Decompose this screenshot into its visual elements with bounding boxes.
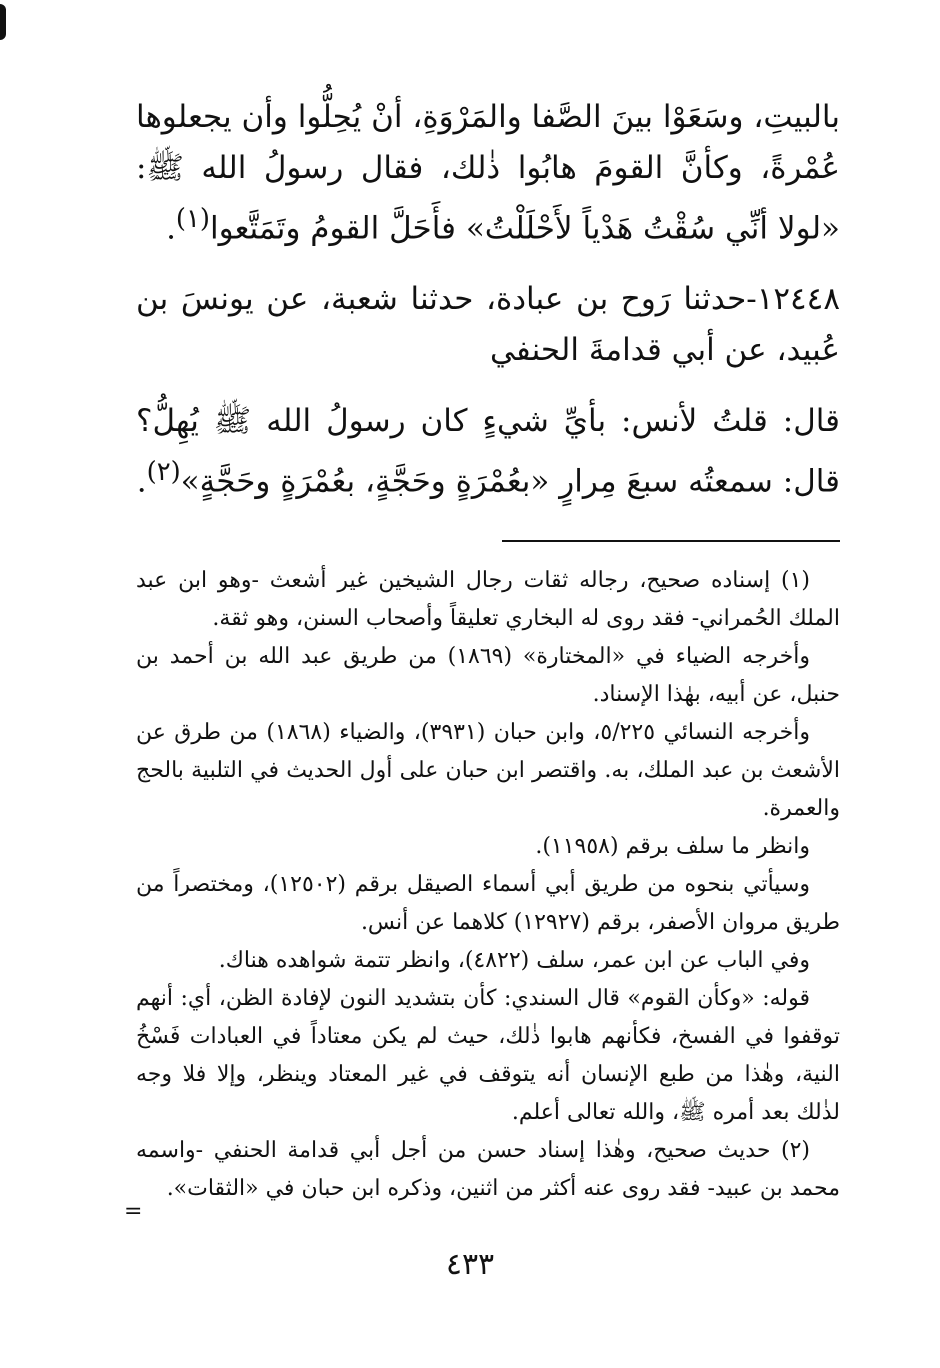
footnote-1-paragraph: وأخرجه النسائي ٥/٢٢٥، وابن حبان (٣٩٣١)، والضياء (١٨٦٨) من طرق عن الأشعث بن عبد الملك، به. واقتصر ابن حبان على أول الحديث في التلبية بالحج والعمرة. [136,719,840,821]
main-paragraph-2: قال: قلتُ لأنس: بأيِّ شيءٍ كان رسولُ الله ﷺ يُهِلُّ؟ قال: سمعتُه سبعَ مِرارٍ «بعُمْرَةٍ وحَجَّةٍ، بعُمْرَةٍ وحَجَّةٍ»$^{(٢)}$. [136,403,840,500]
footnote-1-intro: (١) إسناده صحيح، رجاله ثقات رجال الشيخين غير أشعث -وهو ابن عبد الملك الحُمراني- فقد روى له البخاري تعليقاً وأصحاب السنن، وهو ثقة. [136,567,840,631]
footnote-1-paragraph: وفي الباب عن ابن عمر، سلف (٤٨٢٢)، وانظر تتمة شواهده هناك. [218,947,810,973]
footnote-1-paragraph: قوله: «وكأن القوم» قال السندي: كأن بتشديد النون لإفادة الظن، أي: أنهم توقفوا في الفسخ، فكأنهم هابوا ذٰلك، حيث لم يكن معتاداً في العبادات فَسْخُ النية، وهٰذا من طبع الإنسان أنه يتوقف في غير المعتاد وينظر، وإلا فلا وجه لذٰلك بعد أمره ﷺ، والله تعالى أعلم. [136,985,840,1125]
hadith-isnad: ١٢٤٤٨-حدثنا رَوح بن عبادة، حدثنا شعبة، عن يونسَ بن عُبيد، عن أبي قدامةَ الحنفي [136,281,840,369]
page-number: ٤٣٣ [445,1247,495,1282]
page-content [136,92,840,1208]
main-paragraph-1: بالبيتِ، وسَعَوْا بينَ الصَّفا والمَرْوَةِ، أنْ يُحِلُّوا وأن يجعلوها عُمْرةً، وكأنَّ القومَ هابُوا ذٰلك، فقال رسولُ الله ﷺ: «لولا أنِّي سُقْتُ هَدْياً لأَحْلَلْتُ» فأَحَلَّ القومُ وتَمَتَّعوا$^{(١)}$. [136,99,840,247]
main-text [136,92,840,508]
footnote-ref-1: (١) [175,204,210,234]
page-edge-mark [0,4,6,40]
footnotes [136,562,840,1208]
footnote-1-paragraph: وانظر ما سلف برقم (١١٩٥٨). [535,833,810,859]
footnote-ref-2: (٢) [146,457,181,488]
footnote-1-paragraph: وأخرجه الضياء في «المختارة» (١٨٦٩) من طريق عبد الله بن أحمد بن حنبل، عن أبيه، بهٰذا الإسناد. [136,643,840,707]
footnote-1-paragraph: وسيأتي بنحوه من طريق أبي أسماء الصيقل برقم (١٢٥٠٢)، ومختصراً من طريق مروان الأصفر، برقم (١٢٩٢٧) كلاهما عن أنس. [136,871,840,935]
continuation-mark: = [124,1199,143,1224]
footnote-separator [502,540,840,542]
footnote-2: (٢) حديث صحيح، وهٰذا إسناد حسن من أجل أبي قدامة الحنفي -واسمه محمد بن عبيد- فقد روى عنه أكثر من اثنين، وذكره ابن حبان في «الثقات». [136,1137,840,1201]
